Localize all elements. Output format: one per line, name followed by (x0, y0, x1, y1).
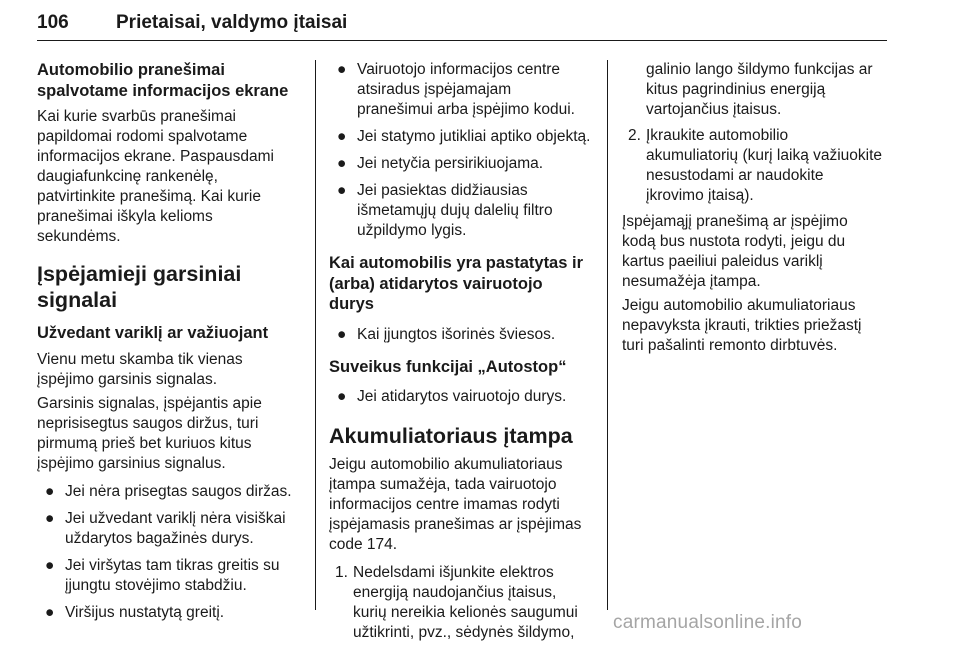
step-number: 1. (335, 564, 348, 581)
step-number: 2. (628, 127, 641, 144)
bullet-icon: ● (45, 509, 55, 527)
subsection-heading: Užvedant variklį ar važiuojant (37, 324, 269, 342)
page-header (37, 8, 887, 41)
list-item: ● Jei viršytas tam tikras greitis su įjungtu stovėjimo stabdžiu. (45, 556, 280, 594)
bullet-icon: ● (337, 61, 347, 78)
watermark: carmanualsonline.info (613, 612, 803, 633)
section-title: Įspėjamieji garsiniai signalai (37, 262, 242, 312)
numbered-list (622, 60, 884, 206)
column-1 (37, 60, 299, 630)
bullet-icon: ● (45, 482, 55, 500)
bullet-icon: ● (337, 155, 347, 172)
bullet-icon: ● (337, 325, 347, 343)
paragraph: Vienu metu skamba tik vienas įspėjimo garsinis signalas. (37, 350, 243, 388)
list-item: 2. Įkraukite automobilio akumuliatorių (kurį laiką važiuokite nesustodami ar naudokite įkrovimo įtaisą). (628, 127, 883, 204)
list-item: ● Jei užvedant variklį nėra visiškai uždarytos bagažinės durys. (45, 509, 286, 547)
bullet-list (37, 482, 299, 623)
bullet-icon: ● (45, 556, 55, 574)
list-item: ● Jei nėra prisegtas saugos diržas. (45, 482, 292, 500)
list-item: ● Jei pasiektas didžiausias išmetamųjų dujų dalelių filtro užpildymo lygis. (337, 182, 553, 239)
list-item: ● Jei netyčia persirikiuojama. (337, 155, 544, 172)
bullet-icon: ● (337, 128, 347, 145)
column-3 (622, 60, 884, 360)
list-item: ● Viršijus nustatytą greitį. (45, 603, 225, 621)
page-number: 106 (37, 12, 69, 33)
bullet-list (329, 60, 591, 241)
column-2 (329, 60, 591, 649)
paragraph: Jeigu automobilio akumuliatoriaus įtampa sumažėja, tada vairuotojo informacijos centre imamas rodyti įspėjamasis pranešimas ar įspėjimas code 174. (329, 456, 582, 553)
bullet-list (329, 387, 591, 407)
list-item: ● Jei statymo jutikliai aptiko objektą. (337, 128, 591, 145)
bullet-icon: ● (45, 603, 55, 621)
list-item: 1. Nedelsdami išjunkite elektros energiją naudojančius įtaisus, kurių nereikia kelionės saugumui užtikrinti, pvz., sėdynės šildymo, (335, 564, 578, 641)
list-item: ● Vairuotojo informacijos centre atsiradus įspėjamajam pranešimui arba įspėjimo kodui. (337, 61, 575, 118)
subsection-heading: Kai automobilis yra pastatytas ir (arba) atidarytos vairuotojo durys (329, 254, 584, 313)
column-divider (315, 60, 316, 610)
paragraph: Jeigu automobilio akumuliatoriaus nepavyksta įkrauti, trikties priežastį turi pašalinti remonto dirbtuvės. (622, 297, 862, 354)
section-heading: Automobilio pranešimai spalvotame informacijos ekrane (37, 61, 289, 100)
bullet-icon: ● (337, 388, 347, 405)
page-header-title: Prietaisai, valdymo įtaisai (116, 12, 348, 33)
column-divider (607, 60, 608, 610)
bullet-icon: ● (337, 182, 347, 199)
section-title: Akumuliatoriaus įtampa (329, 424, 573, 448)
list-item: galinio lango šildymo funkcijas ar kitus pagrindinius energiją vartojančius įtaisus. (646, 61, 873, 118)
list-item: ● Kai įjungtos išorinės šviesos. (337, 325, 556, 343)
numbered-list (329, 563, 591, 643)
paragraph: Kai kurie svarbūs pranešimai papildomai rodomi spalvotame informacijos ekrane. Paspausdami daugiafunkcinę rankenėlę, patvirtinkite pranešimą. Kai kurie pranešimai iškyla kelioms sekundėms. (37, 108, 274, 245)
paragraph: Garsinis signalas, įspėjantis apie neprisisegtus saugos diržus, turi pirmumą prieš bet kuriuos kitus įspėjimo garsinius signalus. (37, 394, 262, 472)
bullet-list (329, 325, 591, 345)
subsection-heading: Suveikus funkcijai „Autostop“ (329, 357, 567, 376)
paragraph: Įspėjamąjį pranešimą ar įspėjimo kodą bus nustota rodyti, jeigu du kartus paeiliui paleidus variklį nesumažėja įtampa. (622, 213, 848, 290)
list-item: ● Jei atidarytos vairuotojo durys. (337, 388, 567, 405)
